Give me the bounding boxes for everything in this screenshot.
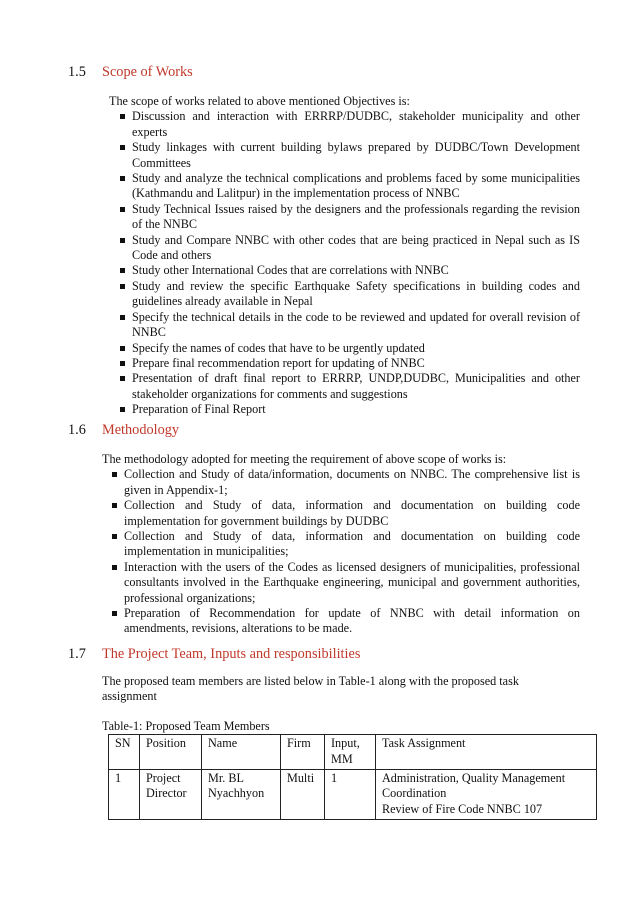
table-cell: 1 bbox=[109, 770, 140, 820]
section-intro: The proposed team members are listed below in Table-1 along with the proposed task assignment bbox=[102, 674, 519, 704]
list-item: Study and Compare NNBC with other codes that are being practiced in Nepal such as IS Code and others bbox=[116, 233, 580, 264]
square-bullet-icon bbox=[120, 407, 125, 412]
task-line: Administration, Quality Management bbox=[382, 771, 566, 786]
column-header: Input, MM bbox=[325, 735, 376, 770]
square-bullet-icon bbox=[120, 284, 125, 289]
column-header: SN bbox=[109, 735, 140, 770]
task-line: Coordination bbox=[382, 786, 447, 801]
section-heading bbox=[68, 645, 580, 665]
task-line: Review of Fire Code NNBC 107 bbox=[382, 801, 543, 816]
square-bullet-icon bbox=[120, 346, 125, 351]
section-methodology bbox=[68, 421, 580, 637]
list-item: Study other International Codes that are correlations with NNBC bbox=[116, 263, 580, 278]
section-title: The Project Team, Inputs and responsibilities bbox=[102, 646, 361, 662]
list-item: Discussion and interaction with ERRRP/DUDBC, stakeholder municipality and other experts bbox=[116, 109, 580, 140]
square-bullet-icon bbox=[120, 207, 125, 212]
list-item: Preparation of Final Report bbox=[116, 402, 580, 417]
list-item: Collection and Study of data, information and documentation on building code implementation for government buildings by DUDBC bbox=[108, 498, 580, 529]
section-project-team bbox=[68, 645, 580, 820]
list-item: Specify the technical details in the code to be reviewed and updated for overall revision of NNBC bbox=[116, 310, 580, 341]
square-bullet-icon bbox=[120, 114, 125, 119]
list-item: Specify the names of codes that have to be urgently updated bbox=[116, 341, 580, 356]
table-header-row bbox=[109, 735, 597, 770]
list-item: Presentation of draft final report to ERRRP, UNDP,DUDBC, Municipalities and other stakeholder organizations for comments and suggestions bbox=[116, 371, 580, 402]
list-item: Study and analyze the technical complications and problems faced by some municipalities (Kathmandu and Lalitpur) in the implementation process of NNBC bbox=[116, 171, 580, 202]
square-bullet-icon bbox=[120, 176, 125, 181]
section-heading bbox=[68, 63, 580, 83]
table-row bbox=[109, 770, 597, 820]
table-cell: Multi bbox=[281, 770, 325, 820]
list-item: Collection and Study of data/information, documents on NNBC. The comprehensive list is given in Appendix-1; bbox=[108, 467, 580, 498]
scope-list bbox=[116, 109, 580, 417]
list-item: Study and review the specific Earthquake Safety specifications in building codes and guidelines already available in Nepal bbox=[116, 279, 580, 310]
methodology-list bbox=[108, 467, 580, 636]
list-item: Collection and Study of data, information and documentation on building code implementation in municipalities; bbox=[108, 529, 580, 560]
list-item: Interaction with the users of the Codes as licensed designers of municipalities, professional consultants involved in the Earthquake engineering, municipal and government authorities, professional organizations; bbox=[108, 560, 580, 606]
section-number: 1.5 bbox=[68, 64, 86, 80]
team-table bbox=[108, 734, 597, 820]
section-heading bbox=[68, 421, 580, 441]
table-caption: Table-1: Proposed Team Members bbox=[102, 718, 270, 733]
square-bullet-icon bbox=[120, 268, 125, 273]
table-cell bbox=[376, 770, 597, 820]
square-bullet-icon bbox=[120, 376, 125, 381]
square-bullet-icon bbox=[112, 565, 117, 570]
list-item: Study Technical Issues raised by the designers and the professionals regarding the revision of the NNBC bbox=[116, 202, 580, 233]
table-cell: Project Director bbox=[140, 770, 202, 820]
section-intro: The scope of works related to above mentioned Objectives is: bbox=[109, 94, 410, 108]
section-number: 1.7 bbox=[68, 646, 86, 662]
list-item: Prepare final recommendation report for updating of NNBC bbox=[116, 356, 580, 371]
section-number: 1.6 bbox=[68, 422, 86, 438]
square-bullet-icon bbox=[112, 611, 117, 616]
list-item: Preparation of Recommendation for update of NNBC with detail information on amendments, revisions, alterations to be made. bbox=[108, 606, 580, 637]
column-header: Firm bbox=[281, 735, 325, 770]
square-bullet-icon bbox=[120, 238, 125, 243]
square-bullet-icon bbox=[112, 472, 117, 477]
square-bullet-icon bbox=[112, 534, 117, 539]
column-header: Position bbox=[140, 735, 202, 770]
section-scope-of-works bbox=[68, 63, 580, 418]
square-bullet-icon bbox=[120, 315, 125, 320]
column-header: Name bbox=[202, 735, 281, 770]
section-title: Scope of Works bbox=[102, 64, 193, 80]
section-title: Methodology bbox=[102, 422, 180, 438]
table-cell: Mr. BL Nyachhyon bbox=[202, 770, 281, 820]
table-cell: 1 bbox=[325, 770, 376, 820]
list-item: Study linkages with current building bylaws prepared by DUDBC/Town Development Committees bbox=[116, 140, 580, 171]
square-bullet-icon bbox=[112, 503, 117, 508]
column-header: Task Assignment bbox=[376, 735, 597, 770]
square-bullet-icon bbox=[120, 361, 125, 366]
section-intro: The methodology adopted for meeting the requirement of above scope of works is: bbox=[102, 452, 507, 466]
square-bullet-icon bbox=[120, 145, 125, 150]
